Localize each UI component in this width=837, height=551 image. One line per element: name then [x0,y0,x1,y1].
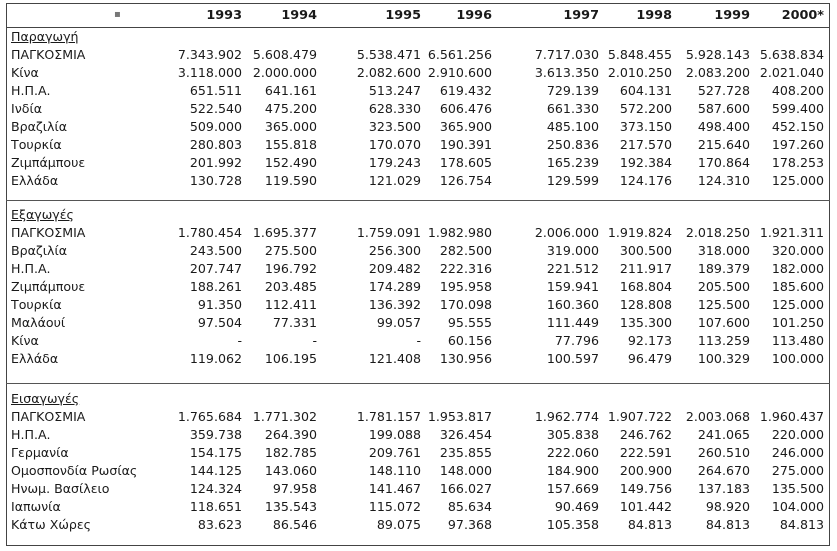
table-cell: 141.467 [368,481,421,496]
table-cell: 77.796 [554,333,599,348]
year-header: 1998 [636,8,672,23]
table-cell: 196.792 [264,261,317,276]
table-cell: 174.289 [368,279,421,294]
table-cell: 3.613.350 [534,65,599,80]
row-label: Τουρκία [11,297,62,312]
table-row [0,408,837,426]
table-row [0,100,837,118]
table-cell: 182.000 [771,261,824,276]
row-label: Βραζιλία [11,119,68,134]
row-label: Ομοσπονδία Ρωσίας [11,463,138,478]
table-row [0,350,837,368]
table-row [0,462,837,480]
table-cell: 149.756 [619,481,672,496]
table-row [0,426,837,444]
table-cell: 1.960.437 [759,409,824,424]
table-cell: 84.813 [779,517,824,532]
table-cell: 7.343.902 [177,47,242,62]
table-cell: 475.200 [264,101,317,116]
table-cell: 119.062 [189,351,242,366]
table-cell: 651.511 [189,83,242,98]
table-cell: 189.379 [697,261,750,276]
table-cell: 184.900 [546,463,599,478]
table-cell: 241.065 [697,427,750,442]
table-cell: 1.780.454 [177,225,242,240]
table-cell: 199.088 [368,427,421,442]
row-label: Ινδία [11,101,43,116]
table-cell: 205.500 [697,279,750,294]
table-cell: 148.110 [368,463,421,478]
table-cell: 118.651 [189,499,242,514]
table-cell: 92.173 [627,333,672,348]
table-cell: 1.919.824 [607,225,672,240]
table-cell: 323.500 [368,119,421,134]
table-cell: 628.330 [368,101,421,116]
section-title: Εξαγωγές [11,207,74,222]
row-label: Ιαπωνία [11,499,61,514]
table-cell: 1.962.774 [534,409,599,424]
table-cell: 1.907.722 [607,409,672,424]
table-cell: 152.490 [264,155,317,170]
table-cell: 60.156 [447,333,492,348]
table-cell: 220.000 [771,427,824,442]
table-cell: 197.260 [771,137,824,152]
table-cell: 587.600 [697,101,750,116]
table-cell: 2.018.250 [685,225,750,240]
row-label: Μαλάουί [11,315,66,330]
table-cell: 155.818 [264,137,317,152]
table-cell: 100.597 [546,351,599,366]
table-row [0,46,837,64]
table-row [0,154,837,172]
table-cell: 185.600 [771,279,824,294]
table-cell: 373.150 [619,119,672,134]
row-label: ΠΑΓΚΟΣΜΙΑ [11,47,86,62]
table-cell: 260.510 [697,445,750,460]
table-cell: 91.350 [197,297,242,312]
table-cell: 135.500 [771,481,824,496]
table-cell: 280.803 [189,137,242,152]
table-cell: 170.864 [697,155,750,170]
table-cell: 264.670 [697,463,750,478]
table-cell: 203.485 [264,279,317,294]
table-cell: 119.590 [264,173,317,188]
table-cell: 2.006.000 [534,225,599,240]
table-cell: 124.176 [619,173,672,188]
table-cell: 97.958 [272,481,317,496]
table-cell: 318.000 [697,243,750,258]
table-row [0,498,837,516]
table-row [0,260,837,278]
row-label: Κίνα [11,65,39,80]
table-cell: 201.992 [189,155,242,170]
table-cell: 1.759.091 [356,225,421,240]
table-cell: 207.747 [189,261,242,276]
table-cell: 130.728 [189,173,242,188]
table-cell: 246.000 [771,445,824,460]
row-label: Η.Π.Α. [11,83,51,98]
section-divider [6,200,830,201]
table-cell: 107.600 [697,315,750,330]
row-label: Ελλάδα [11,351,59,366]
table-row [0,278,837,296]
table-cell: 2.000.000 [252,65,317,80]
table-cell: 96.479 [627,351,672,366]
table-cell: 125.000 [771,173,824,188]
table-cell: 178.605 [439,155,492,170]
table-cell: 1.695.377 [252,225,317,240]
section-title: Παραγωγή [11,29,79,44]
table-cell: 527.728 [697,83,750,98]
table-cell: 143.060 [264,463,317,478]
row-label: ΠΑΓΚΟΣΜΙΑ [11,409,86,424]
table-cell: 159.941 [546,279,599,294]
table-cell: 326.454 [439,427,492,442]
table-cell: 250.836 [546,137,599,152]
table-cell: 606.476 [439,101,492,116]
table-cell: 179.243 [368,155,421,170]
table-cell: - [312,333,317,348]
table-cell: 3.118.000 [177,65,242,80]
table-cell: 111.449 [546,315,599,330]
table-cell: 264.390 [264,427,317,442]
table-row [0,314,837,332]
table-row [0,172,837,190]
table-cell: 275.000 [771,463,824,478]
year-header: 1996 [456,8,492,23]
table-cell: 604.131 [619,83,672,98]
table-cell: 6.561.256 [427,47,492,62]
table-cell: 319.000 [546,243,599,258]
table-cell: 320.000 [771,243,824,258]
table-cell: 222.060 [546,445,599,460]
table-cell: 97.504 [197,315,242,330]
year-header: 1995 [385,8,421,23]
table-row [0,516,837,534]
table-row [0,118,837,136]
table-cell: 112.411 [264,297,317,312]
table-cell: 130.956 [439,351,492,366]
table-cell: 243.500 [189,243,242,258]
table-cell: 113.480 [771,333,824,348]
section-title-row [0,206,837,224]
table-cell: 106.195 [264,351,317,366]
table-cell: 148.000 [439,463,492,478]
table-cell: 452.150 [771,119,824,134]
table-row [0,82,837,100]
table-cell: 522.540 [189,101,242,116]
year-header: 1999 [714,8,750,23]
table-cell: 100.329 [697,351,750,366]
table-cell: 209.761 [368,445,421,460]
table-cell: 121.408 [368,351,421,366]
year-header: 1994 [281,8,317,23]
table-cell: 5.848.455 [607,47,672,62]
table-cell: 113.259 [697,333,750,348]
table-cell: 1.953.817 [427,409,492,424]
table-cell: 154.175 [189,445,242,460]
table-cell: 641.161 [264,83,317,98]
table-cell: 5.608.479 [252,47,317,62]
table-cell: 104.000 [771,499,824,514]
table-cell: 7.717.030 [534,47,599,62]
table-cell: 190.391 [439,137,492,152]
table-cell: 2.021.040 [759,65,824,80]
table-cell: 305.838 [546,427,599,442]
table-cell: 282.500 [439,243,492,258]
section-divider [6,383,830,384]
table-cell: 221.512 [546,261,599,276]
table-cell: 137.183 [697,481,750,496]
table-cell: 95.555 [447,315,492,330]
table-cell: 246.762 [619,427,672,442]
table-cell: 211.917 [619,261,672,276]
row-label: Ζιμπάμπουε [11,155,86,170]
table-cell: 166.027 [439,481,492,496]
table-cell: 2.003.068 [685,409,750,424]
table-cell: 485.100 [546,119,599,134]
table-cell: - [416,333,421,348]
row-label: ΠΑΓΚΟΣΜΙΑ [11,225,86,240]
table-cell: 498.400 [697,119,750,134]
table-cell: 178.253 [771,155,824,170]
table-row [0,332,837,350]
table-cell: 83.623 [197,517,242,532]
table-cell: 408.200 [771,83,824,98]
year-header: 1997 [563,8,599,23]
year-header: 2000* [781,8,824,23]
table-row [0,224,837,242]
table-cell: 136.392 [368,297,421,312]
table-cell: 2.010.250 [607,65,672,80]
table-cell: 77.331 [272,315,317,330]
table-cell: 160.360 [546,297,599,312]
table-cell: 124.324 [189,481,242,496]
table-cell: 97.368 [447,517,492,532]
table-cell: 84.813 [705,517,750,532]
table-cell: 619.432 [439,83,492,98]
table-cell: 188.261 [189,279,242,294]
table-cell: 1.982.980 [427,225,492,240]
table-cell: 135.543 [264,499,317,514]
table-cell: 275.500 [264,243,317,258]
table-cell: 1.921.311 [759,225,824,240]
table-cell: 222.316 [439,261,492,276]
year-header: 1993 [206,8,242,23]
table-cell: 105.358 [546,517,599,532]
table-cell: 126.754 [439,173,492,188]
table-cell: 129.599 [546,173,599,188]
row-label: Τουρκία [11,137,62,152]
table-cell: 200.900 [619,463,672,478]
table-row [0,444,837,462]
table-cell: 235.855 [439,445,492,460]
table-row [0,64,837,82]
table-cell: 124.310 [697,173,750,188]
row-label: Η.Π.Α. [11,427,51,442]
table-cell: 661.330 [546,101,599,116]
table-cell: 5.538.471 [356,47,421,62]
row-label: Κίνα [11,333,39,348]
table-cell: 125.000 [771,297,824,312]
row-label: Κάτω Χώρες [11,517,92,532]
table-cell: 101.250 [771,315,824,330]
table-row [0,296,837,314]
table-cell: 100.000 [771,351,824,366]
table-cell: - [237,333,242,348]
table-cell: 192.384 [619,155,672,170]
table-cell: 1.771.302 [252,409,317,424]
table-cell: 86.546 [272,517,317,532]
table-cell: 170.098 [439,297,492,312]
table-cell: 115.072 [368,499,421,514]
table-cell: 89.075 [376,517,421,532]
section-title-row [0,28,837,46]
table-cell: 513.247 [368,83,421,98]
table-cell: 98.920 [705,499,750,514]
table-cell: 5.638.834 [759,47,824,62]
table-cell: 168.804 [619,279,672,294]
table-cell: 5.928.143 [685,47,750,62]
table-cell: 599.400 [771,101,824,116]
table-cell: 84.813 [627,517,672,532]
table-cell: 1.765.684 [177,409,242,424]
table-row [0,136,837,154]
table-cell: 209.482 [368,261,421,276]
table-cell: 182.785 [264,445,317,460]
table-cell: 90.469 [554,499,599,514]
table-cell: 157.669 [546,481,599,496]
table-cell: 256.300 [368,243,421,258]
table-cell: 1.781.157 [356,409,421,424]
table-cell: 509.000 [189,119,242,134]
table-cell: 572.200 [619,101,672,116]
table-cell: 121.029 [368,173,421,188]
section-title: Εισαγωγές [11,391,80,406]
table-cell: 2.082.600 [356,65,421,80]
section-title-row [0,390,837,408]
table-cell: 222.591 [619,445,672,460]
table-cell: 359.738 [189,427,242,442]
row-label: Γερμανία [11,445,69,460]
row-label: Η.Π.Α. [11,261,51,276]
table-row [0,480,837,498]
table-cell: 144.125 [189,463,242,478]
year-header-row [0,7,837,25]
table-cell: 101.442 [619,499,672,514]
table-cell: 99.057 [376,315,421,330]
table-cell: 215.640 [697,137,750,152]
row-label: Ηνωμ. Βασίλειο [11,481,110,496]
table-cell: 128.808 [619,297,672,312]
table-cell: 365.900 [439,119,492,134]
table-cell: 2.910.600 [427,65,492,80]
row-label: Ζιμπάμπουε [11,279,86,294]
table-cell: 365.000 [264,119,317,134]
corner-mark-icon: ▪ [114,9,121,20]
table-cell: 2.083.200 [685,65,750,80]
table-cell: 165.239 [546,155,599,170]
table-cell: 125.500 [697,297,750,312]
table-cell: 729.139 [546,83,599,98]
table-cell: 170.070 [368,137,421,152]
table-row [0,242,837,260]
table-cell: 85.634 [447,499,492,514]
table-cell: 217.570 [619,137,672,152]
table-cell: 300.500 [619,243,672,258]
table-cell: 195.958 [439,279,492,294]
table-cell: 135.300 [619,315,672,330]
row-label: Βραζιλία [11,243,68,258]
row-label: Ελλάδα [11,173,59,188]
